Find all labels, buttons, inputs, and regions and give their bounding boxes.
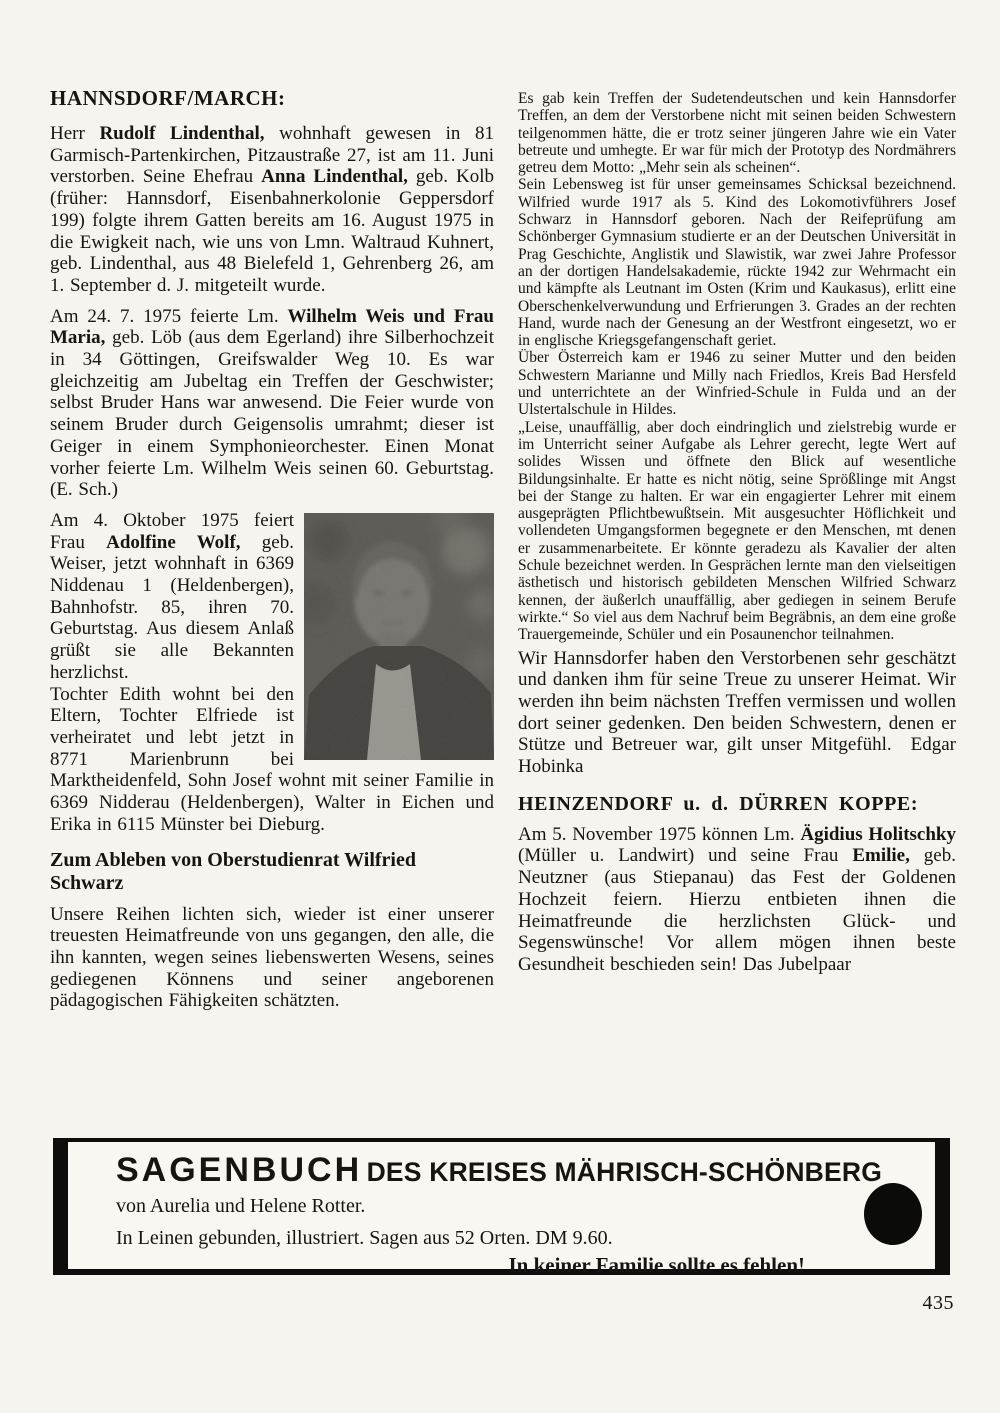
paragraph-oesterreich: Über Österreich kam er 1946 zu seiner Mutter und den beiden Schwestern Marianne und Milly nach Friedlos, Kreis Bad Hersfeld und unterrichtete an der Winfried-Schule in Fulda und an der Ulstertalschule in Hildes. — [518, 349, 956, 419]
ad-title — [116, 1151, 883, 1190]
paragraph-nachruf: „Leise, unauffällig, aber doch eindringlich und zielstrebig wurde er im Unterricht seiner Aufgabe als Lehrer gerecht, legte Wert auf solides Wissen und öffnete den Blick auf wesentliche Bildungsinhalte. Er hatte es nicht nötig, seine Sprößlinge mit Angst bei der Stange zu halten. Er war ein engagierter Lehrer mit einem ausgeprägten Pflichtbewußtsein. Mit ausgesuchter Höflichkeit und vollendeten Umgangsformen begegnete er den Menschen, mt denen er zusammenarbeitete. Er könnte geradezu als Kavalier der alten Schule bezeichnet werden. In Gesprächen lernte man den vielseitigen ästhetisch und historisch gebildeten Menschen Wilfried Schwarz kennen, der äußerlch unauffällig, aber gediegen in seinem Berufe wirkte.“ So viel aus dem Nachruf beim Begräbnis, an dem eine große Trauergemeinde, Schüler und ein Posaunenchor teilnahmen. — [518, 418, 956, 644]
ad-byline: von Aurelia und Helene Rotter. — [116, 1195, 366, 1217]
paragraph-lindenthal: Herr Rudolf Lindenthal, wohnhaft gewesen in 81 Garmisch-Partenkirchen, Pitzaustraße 27, ist am 11. Juni verstorben. Seine Ehefrau Anna Lindenthal, geb. Kolb (früher: Hannsdorf, Eisenbahnerkolonie Geppersdorf 199) folgte ihrem Gatten bereits am 16. August 1975 in die Ewigkeit nach, wie uns von Lmn. Waltraud Kuhnert, geb. Lindenthal, aus 48 Bielefeld 1, Gehrenberg 26, am 1. September d. J. mitgeteilt wurde. — [50, 123, 494, 296]
left-column — [50, 86, 494, 1021]
portrait-photo — [304, 513, 494, 760]
advertisement-content — [68, 1142, 935, 1277]
subheading-schwarz: Zum Ableben von Oberstudienrat Wilfried Schwarz — [50, 848, 416, 894]
portrait-photo-image — [304, 513, 494, 760]
paragraph-hannsdorfer-dank: Wir Hannsdorfer haben den Verstorbenen sehr geschätzt und danken ihm für seine Treue zu unserer Heimat. Wir werden ihn beim nächsten Treffen vermissen und wollen dort seiner gedenken. Den beiden Schwestern, denen er Stütze und Betreuer war, gilt unser Mitgefühl. Edgar Hobinka — [518, 647, 956, 778]
section-heading-hannsdorf: HANNSDORF/MARCH: — [50, 86, 286, 110]
advertisement-box — [53, 1138, 950, 1275]
paragraph-treffen: Es gab kein Treffen der Sudetendeutschen und kein Hannsdorfer Treffen, an dem der Verstorbene nicht mit seinen beiden Schwestern teilgenommen hätte, die er trotz seiner jüngeren Jahre wie ein Vater betreute und umhegte. Er war für mich der Prototyp des Nordmährers getreu dem Motto: „Mehr sein als scheinen“. — [518, 90, 956, 177]
ad-slogan: In keiner Familie sollte es fehlen! — [508, 1253, 805, 1277]
paragraph-weis: Am 24. 7. 1975 feierte Lm. Wilhelm Weis und Frau Maria, geb. Löb (aus dem Egerland) ihre Silberhochzeit in 34 Göttingen, Greifswalder Weg 10. Es war gleichzeitig am Jubeltag ein Treffen der Geschwister; selbst Bruder Hans war anwesend. Die Feier wurde von seinem Bruder durch Geigensolis umrahmt; dieser ist Geiger in einem Symphonieorchester. Einen Monat vorher feierte Lm. Wilhelm Weis seinen 60. Geburtstag. (E. Sch.) — [50, 305, 494, 501]
page-number: 435 — [922, 1292, 954, 1314]
ad-title-main: SAGENBUCH — [116, 1151, 363, 1189]
section-heading-heinzendorf: HEINZENDORF u. d. DÜRREN KOPPE: — [518, 792, 919, 815]
paragraph-wolf — [50, 510, 494, 836]
paragraph-obituary-intro: Unsere Reihen lichten sich, wieder ist einer unserer treuesten Heimatfreunde von uns gegangen, den alle, die ihn kannten, wegen seines liebenswerten Wesens, seines gediegenen Könnens und seiner angeborenen pädagogischen Fähigkeiten schätzten. — [50, 903, 494, 1012]
paragraph-holitschky: Am 5. November 1975 können Lm. Ägidius Holitschky (Müller u. Landwirt) und seine Frau Emilie, geb. Neutzner (aus Stiepanau) das Fest der Goldenen Hochzeit feiern. Hierzu entbieten ihnen die Heimatfreunde die herzlichsten Glück- und Segenswünsche! Vor allem mögen ihnen beste Gesundheit beschieden sein! Das Jubelpaar — [518, 823, 956, 975]
paragraph-lebensweg: Sein Lebensweg ist für unser gemeinsames Schicksal bezeichnend. Wilfried wurde 1917 als 5. Kind des Lokomotivführers Josef Schwarz in Hannsdorf geboren. Nach der Reifeprüfung am Schönberger Gymnasium studierte er an der Deutschen Universität in Prag Geschichte, Anglistik und Slawistik, war zwei Jahre Professor an der dortigen Handelsakademie, rückte 1942 zur Wehrmacht ein und kämpfte als Leutnant im Osten (Krim und Kaukasus), erlitt eine Oberschenkelverwundung und Erfrierungen 3. Grades an der rechten Hand, wurde nach der Genesung an der Westfront eingesetzt, wo er in englische Kriegsgefangenschaft geriet. — [518, 176, 956, 350]
right-column — [518, 90, 956, 985]
ad-details: In Leinen gebunden, illustriert. Sagen aus 52 Orten. DM 9.60. — [116, 1227, 613, 1249]
obituary-small-text — [518, 90, 956, 644]
paragraph-wolf-text: Am 4. Oktober 1975 feiert Frau Adolfine Wolf, geb. Weiser, jetzt wohnhaft in 6369 Niddenau 1 (Heldenbergen), Bahnhofstr. 85, ihren 70. Geburtstag. Aus diesem Anlaß grüßt sie alle Bekannten herzlichst. Tochter Edith wohnt bei den Eltern, Tochter Elfriede ist verheiratet und lebt jetzt in 8771 Marienbrunn bei Marktheidenfeld, Sohn Josef wohnt mit seiner Familie in 6369 Nidderau (Heldenbergen), Walter in Eichen und Erika in 6115 Münster bei Dieburg. — [50, 509, 494, 835]
ad-title-rest: DES KREISES MÄHRISCH-SCHÖNBERG — [366, 1157, 883, 1187]
black-dot — [864, 1183, 922, 1245]
